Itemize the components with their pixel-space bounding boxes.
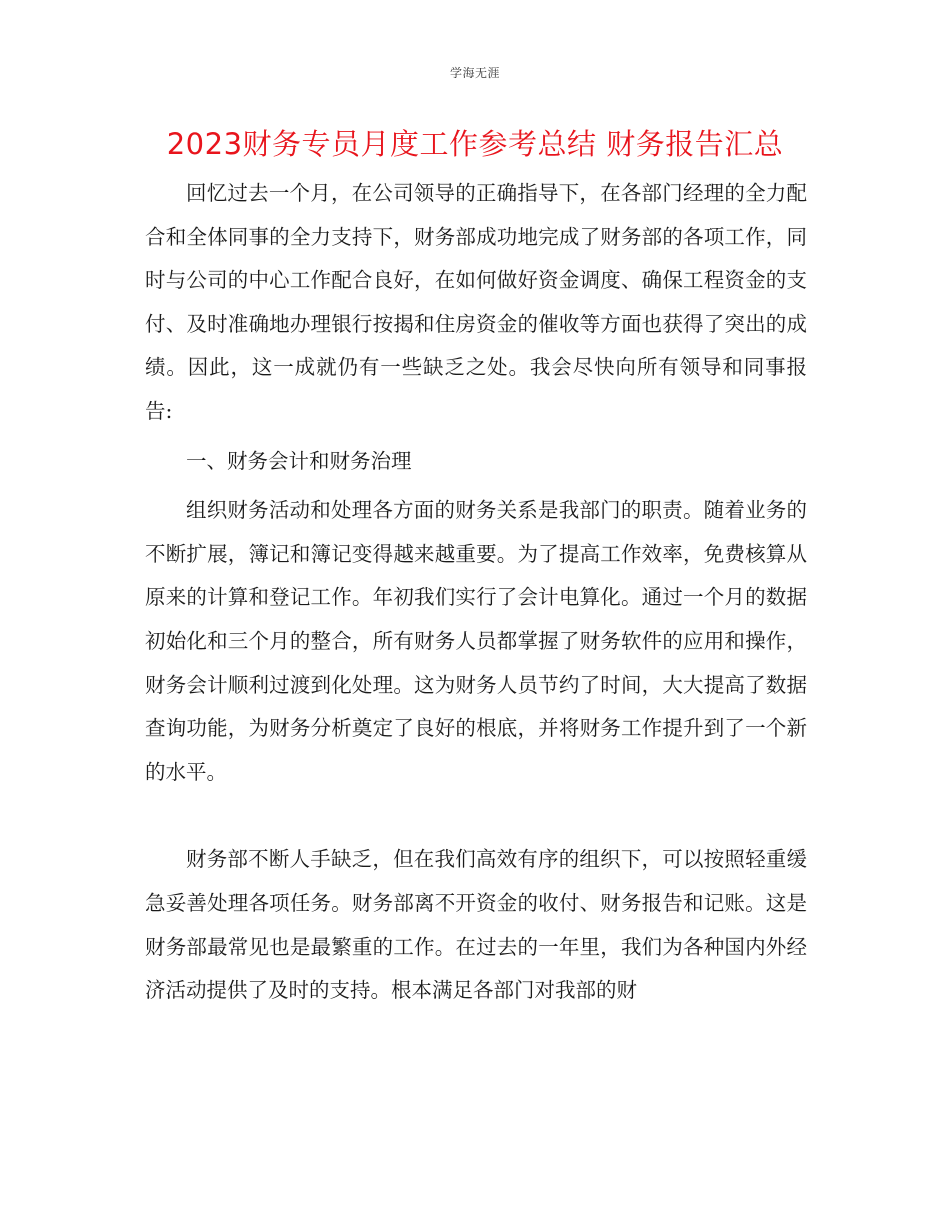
paragraph-intro: 回忆过去一个月，在公司领导的正确指导下，在各部门经理的全力配合和全体同事的全力支持下，财务部成功地完成了财务部的各项工作，同时与公司的中心工作配合良好，在如何做好资金调度、确保工程资金的支付、及时准确地办理银行按揭和住房资金的催收等方面也获得了突出的成绩。因此，这一成就仍有一些缺乏之处。我会尽快向所有领导和同事报告: [145, 181, 807, 423]
section-heading: 一、财务会计和财务治理 [186, 448, 412, 473]
document-body [145, 172, 807, 1013]
document-title: 2023财务专员月度工作参考总结 财务报告汇总 [166, 127, 784, 161]
paragraph-accounting: 组织财务活动和处理各方面的财务关系是我部门的职责。随着业务的不断扩展，簿记和簿记变得越来越重要。为了提高工作效率，免费核算从原来的计算和登记工作。年初我们实行了会计电算化。通过一个月的数据初始化和三个月的整合，所有财务人员都掌握了财务软件的应用和操作，财务会计顺利过渡到化处理。这为财务人员节约了时间，大大提高了数据查询功能，为财务分析奠定了良好的根底，并将财务工作提升到了一个新的水平。 [145, 498, 807, 784]
page-header: 学海无涯 [449, 66, 500, 80]
paragraph-staffing: 财务部不断人手缺乏，但在我们高效有序的组织下，可以按照轻重缓急妥善处理各项任务。财务部离不开资金的收付、财务报告和记账。这是财务部最常见也是最繁重的工作。在过去的一年里，我们为各种国内外经济活动提供了及时的支持。根本满足各部门对我部的财 [145, 847, 807, 1003]
